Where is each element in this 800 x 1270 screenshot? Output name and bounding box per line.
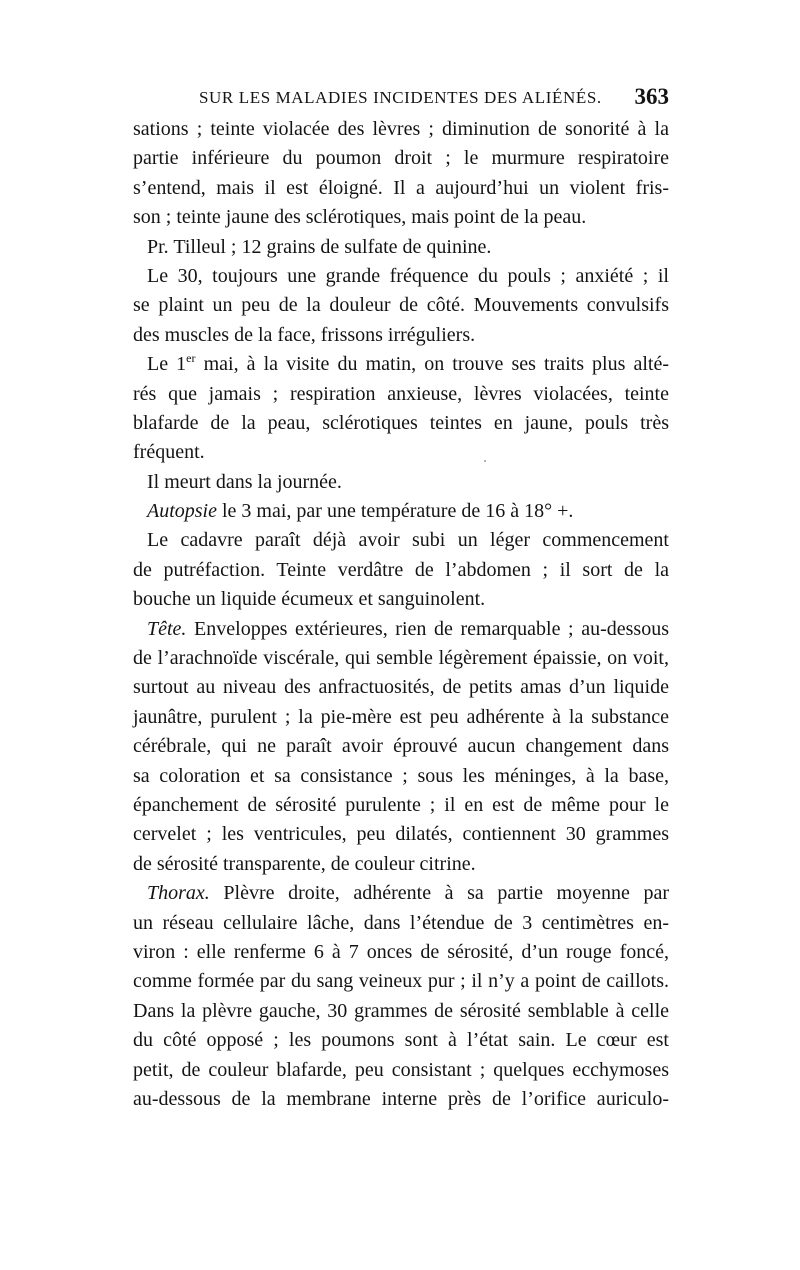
text-line: se plaint un peu de la douleur de côté. Mouvements convulsifs bbox=[133, 294, 669, 317]
text-line: cérébrale, qui ne paraît avoir éprouvé aucun changement dans bbox=[133, 735, 669, 758]
text-line: surtout au niveau des anfractuosités, de petits amas d’un liquide bbox=[133, 676, 669, 699]
text-line-rest: Plèvre droite, adhérente à sa partie moyenne par bbox=[209, 882, 669, 905]
date-prefix: Le 1 bbox=[147, 353, 187, 376]
text-line-rest: mai, à la visite du matin, on trouve ses traits plus alté- bbox=[195, 353, 669, 376]
text-line-rest: Enveloppes extérieures, rien de remarquable ; au-dessous bbox=[186, 617, 669, 640]
text-line: de sérosité transparente, de couleur citrine. bbox=[133, 852, 476, 875]
text-line: fréquent. bbox=[133, 441, 205, 464]
section-label-tete: Tête. bbox=[147, 617, 187, 640]
text-line: du côté opposé ; les poumons sont à l’état sain. Le cœur est bbox=[133, 1029, 669, 1052]
text-line: sations ; teinte violacée des lèvres ; diminution de sonorité à la bbox=[133, 118, 669, 140]
ordinal-superscript: er bbox=[186, 351, 196, 366]
text-line: Dans la plèvre gauche, 30 grammes de sérosité semblable à celle bbox=[133, 999, 669, 1022]
text-line: comme formée par du sang veineux pur ; il n’y a point de caillots. bbox=[133, 970, 669, 993]
text-line: de putréfaction. Teinte verdâtre de l’abdomen ; il sort de la bbox=[133, 558, 669, 581]
text-line: cervelet ; les ventricules, peu dilatés, contiennent 30 grammes bbox=[133, 823, 669, 846]
text-line: sa coloration et sa consistance ; sous les méninges, à la base, bbox=[133, 764, 669, 787]
text-line: partie inférieure du poumon droit ; le murmure respiratoire bbox=[133, 147, 669, 170]
text-line: blafarde de la peau, sclérotiques teintes en jaune, pouls très bbox=[133, 411, 669, 434]
text-line: de l’arachnoïde viscérale, qui semble légèrement épaissie, on voit, bbox=[133, 647, 669, 670]
running-head bbox=[133, 84, 669, 116]
text-line bbox=[133, 350, 669, 379]
paper-speck bbox=[484, 460, 486, 462]
text-line: petit, de couleur blafarde, peu consistant ; quelques ecchymoses bbox=[133, 1058, 669, 1081]
text-line bbox=[133, 615, 669, 644]
text-line bbox=[133, 497, 669, 526]
text-line: Pr. Tilleul ; 12 grains de sulfate de quinine. bbox=[147, 235, 492, 258]
running-title: SUR LES MALADIES INCIDENTES DES ALIÉNÉS. bbox=[199, 88, 602, 107]
text-line: s’entend, mais il est éloigné. Il a aujourd’hui un violent fris- bbox=[133, 176, 669, 199]
text-line: viron : elle renferme 6 à 7 onces de sérosité, d’un rouge foncé, bbox=[133, 940, 669, 963]
text-line: rés que jamais ; respiration anxieuse, lèvres violacées, teinte bbox=[133, 382, 669, 405]
section-label-thorax: Thorax. bbox=[147, 882, 210, 905]
text-line: épanchement de sérosité purulente ; il en est de même pour le bbox=[133, 793, 669, 816]
body-text bbox=[133, 115, 669, 1114]
section-label-autopsie: Autopsie bbox=[147, 500, 217, 523]
text-line: Le 30, toujours une grande fréquence du pouls ; anxiété ; il bbox=[147, 264, 669, 287]
page-number: 363 bbox=[634, 84, 669, 109]
text-line: au-dessous de la membrane interne près de l’orifice auriculo- bbox=[133, 1087, 669, 1110]
text-line: son ; teinte jaune des sclérotiques, mais point de la peau. bbox=[133, 206, 587, 229]
text-line bbox=[133, 879, 669, 908]
text-line-rest: le 3 mai, par une température de 16 à 18° +. bbox=[217, 500, 574, 523]
text-line: bouche un liquide écumeux et sanguinolent. bbox=[133, 588, 486, 611]
text-line: Il meurt dans la journée. bbox=[147, 470, 342, 493]
text-line: un réseau cellulaire lâche, dans l’étendue de 3 centimètres en- bbox=[133, 911, 669, 934]
text-line: Le cadavre paraît déjà avoir subi un léger commencement bbox=[147, 529, 669, 552]
text-line: jaunâtre, purulent ; la pie-mère est peu adhérente à la substance bbox=[133, 705, 669, 728]
text-line: des muscles de la face, frissons irréguliers. bbox=[133, 323, 476, 346]
